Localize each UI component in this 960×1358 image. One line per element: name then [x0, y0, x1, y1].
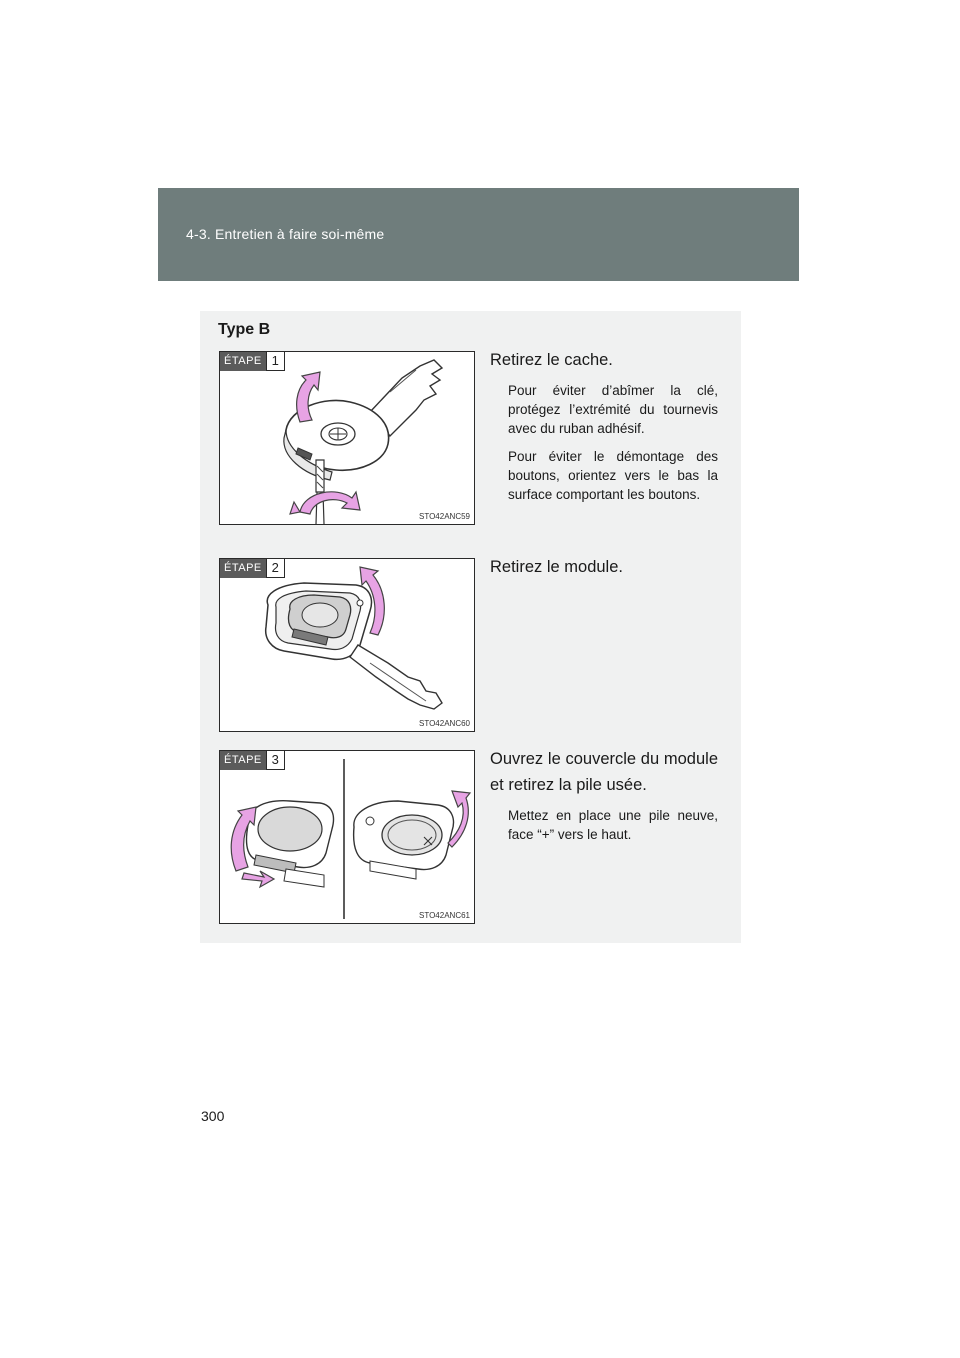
step-3-text [490, 746, 718, 853]
step-1-figure [219, 351, 475, 525]
step-3-note-1: Mettez en place une pile neuve, face “+” vers le haut. [508, 808, 718, 842]
step-1-tag [220, 352, 285, 371]
key-cover-removal-illustration [220, 352, 474, 524]
figure-code: STO42ANC60 [419, 719, 470, 728]
step-2-tag [220, 559, 285, 578]
step-3-tag [220, 751, 285, 770]
step-1-text [490, 347, 718, 513]
step-label: ÉTAPE [220, 559, 266, 578]
battery-replacement-illustration [220, 751, 474, 923]
step-1-note-1: Pour éviter d’abîmer la clé, protégez l’extrémité du tournevis avec du ruban adhésif. [508, 383, 718, 436]
type-title: Type B [218, 321, 271, 338]
step-2-heading: Retirez le module. [490, 558, 623, 576]
step-3-heading: Ouvrez le couvercle du module et retirez la pile usée. [490, 750, 718, 794]
step-number: 3 [266, 751, 285, 770]
step-label: ÉTAPE [220, 352, 266, 371]
instruction-panel [200, 311, 741, 943]
step-1-note-2: Pour éviter le démontage des boutons, orientez vers le bas la surface comportant les boutons. [508, 449, 718, 502]
step-2-text [490, 554, 718, 588]
figure-code: STO42ANC59 [419, 512, 470, 521]
section-title: 4-3. Entretien à faire soi-même [186, 226, 385, 242]
module-removal-illustration [220, 559, 474, 731]
page-number: 300 [201, 1108, 225, 1124]
step-1-heading: Retirez le cache. [490, 351, 613, 369]
figure-code: STO42ANC61 [419, 911, 470, 920]
step-3-figure [219, 750, 475, 924]
step-number: 1 [266, 352, 285, 371]
step-number: 2 [266, 559, 285, 578]
step-label: ÉTAPE [220, 751, 266, 770]
step-2-figure [219, 558, 475, 732]
header-band [158, 188, 799, 281]
